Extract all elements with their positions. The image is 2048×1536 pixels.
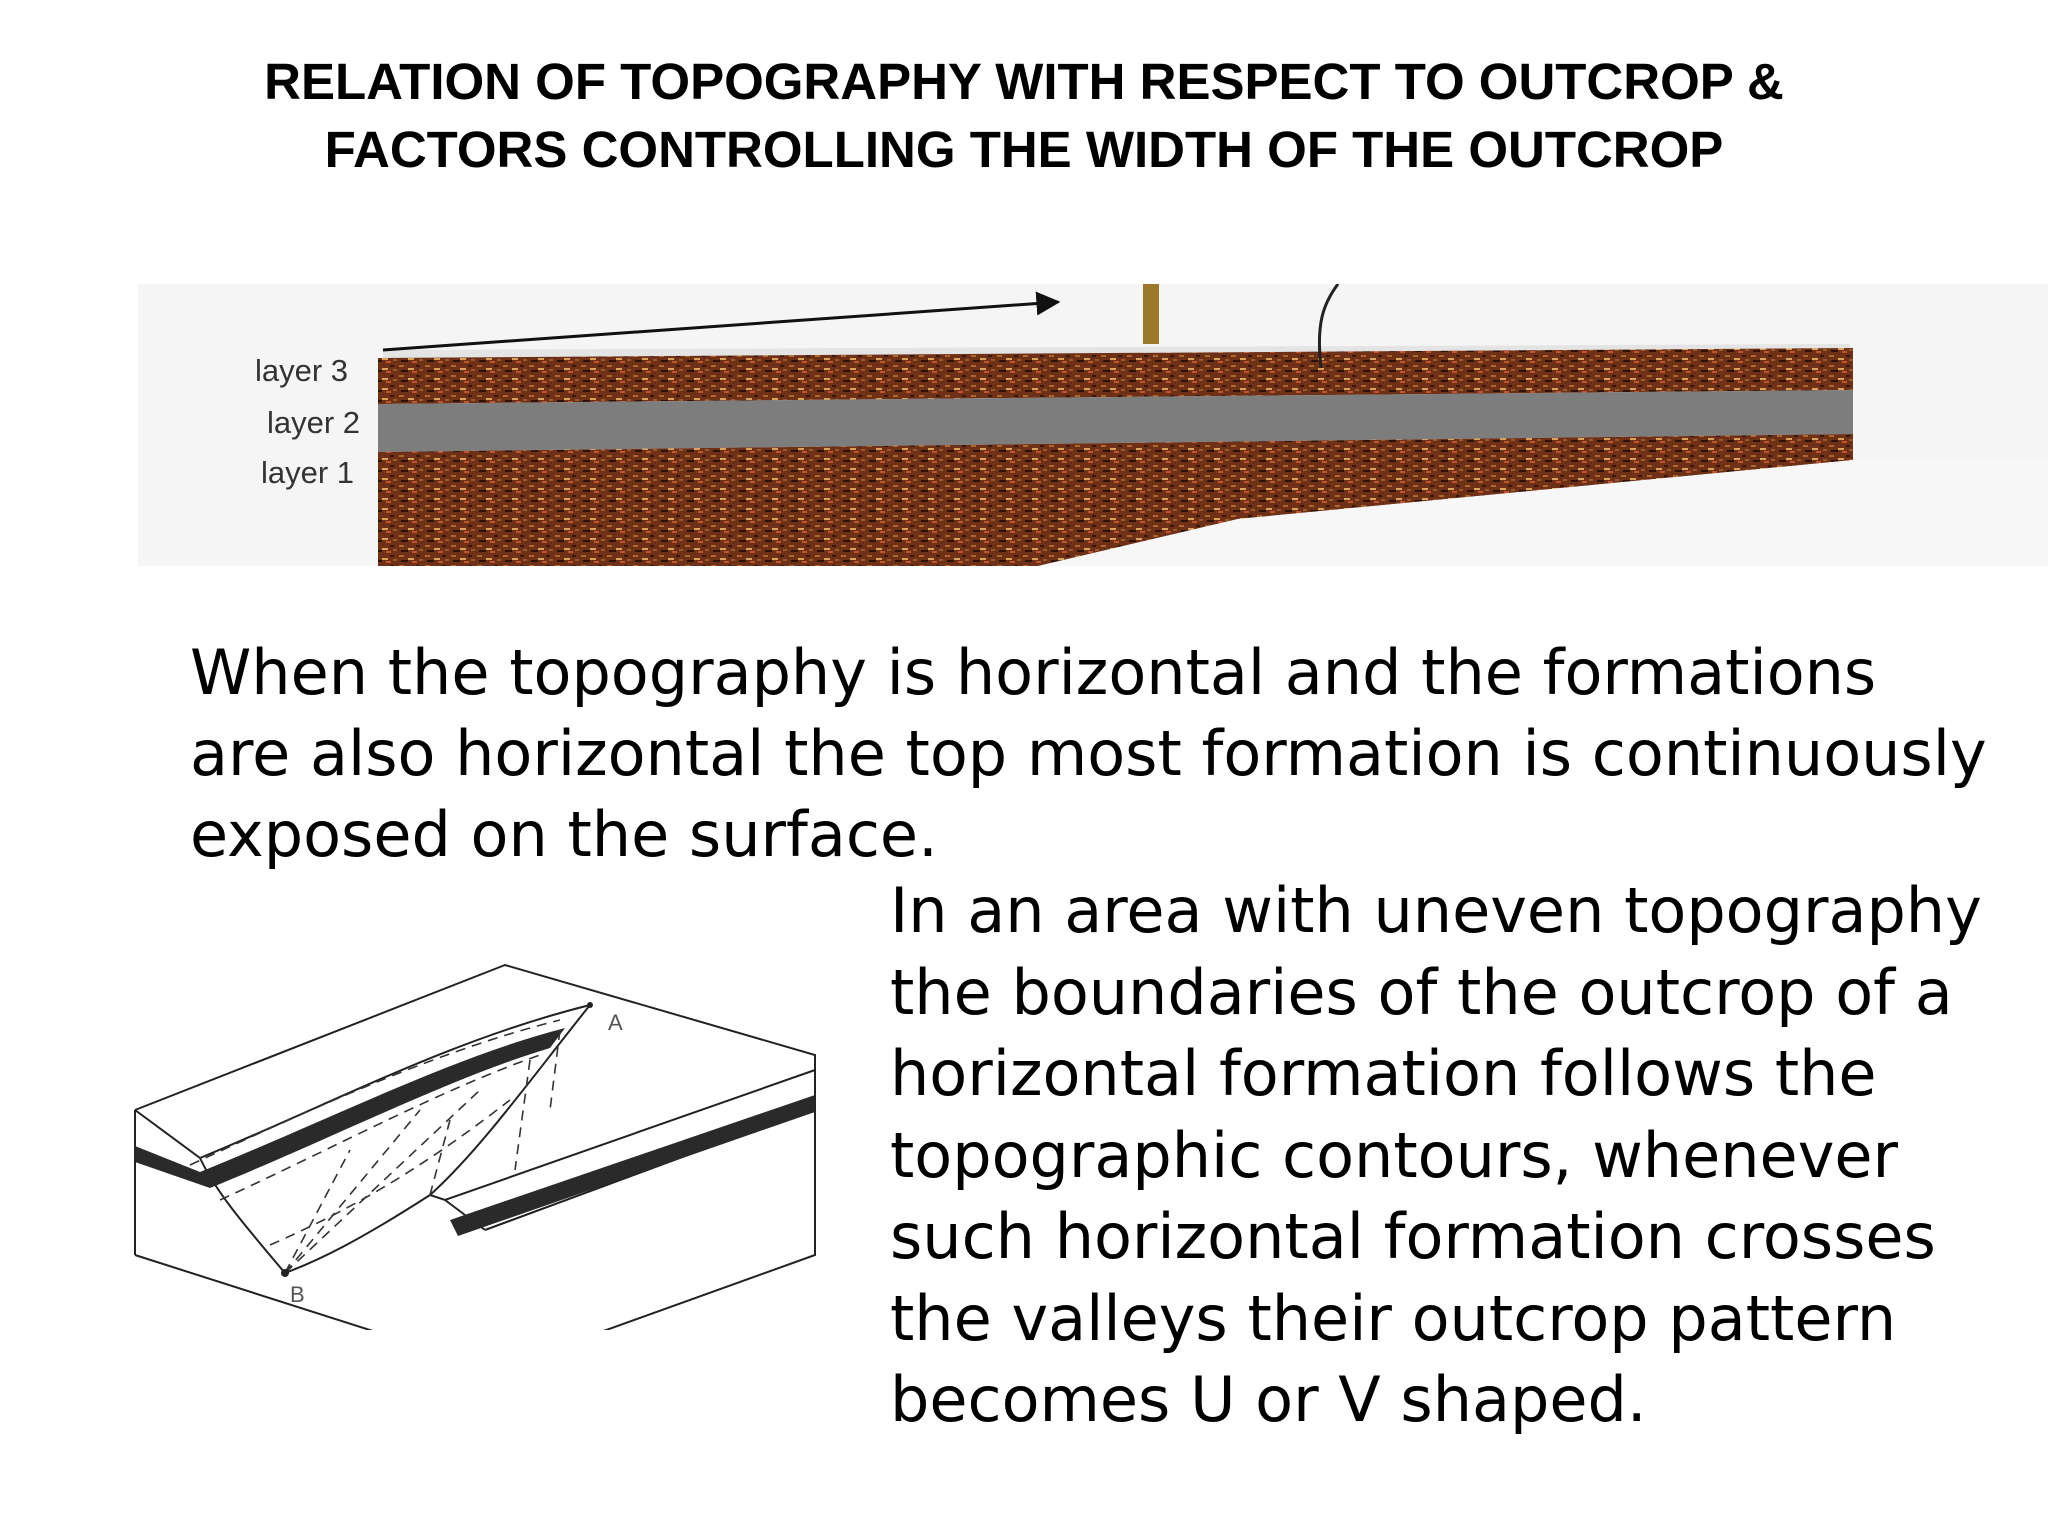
title-line-1: RELATION OF TOPOGRAPHY WITH RESPECT TO OUTCROP &: [264, 53, 1784, 110]
layer-1-label: layer 1: [260, 455, 354, 490]
paragraph-uneven-topography: In an area with uneven topography the boundaries of the outcrop of a horizontal formation follows the topographic contours, whenever such horizontal formation crosses the valleys their outcrop pattern becomes U or V shaped.: [890, 874, 1982, 1436]
point-b-marker: [281, 1269, 289, 1277]
point-b-label: B: [290, 1282, 305, 1307]
paragraph-horizontal-topography: When the topography is horizontal and the formations are also horizontal the top most formation is continuously exposed on the surface.: [190, 636, 1987, 871]
post-marker: [1143, 284, 1159, 344]
layer-3-label: layer 3: [254, 353, 348, 388]
valley-layer-band: [135, 1028, 565, 1188]
point-a-label: A: [608, 1010, 623, 1035]
valley-block-diagram: [120, 950, 840, 1330]
horizontal-layers-diagram: [138, 284, 2048, 566]
slide-title: [0, 48, 2048, 184]
title-line-2: FACTORS CONTROLLING THE WIDTH OF THE OUTCROP: [324, 121, 1724, 178]
right-layer-band: [450, 1095, 815, 1236]
point-a-marker: [587, 1002, 593, 1008]
layer-2-label: layer 2: [266, 405, 360, 440]
